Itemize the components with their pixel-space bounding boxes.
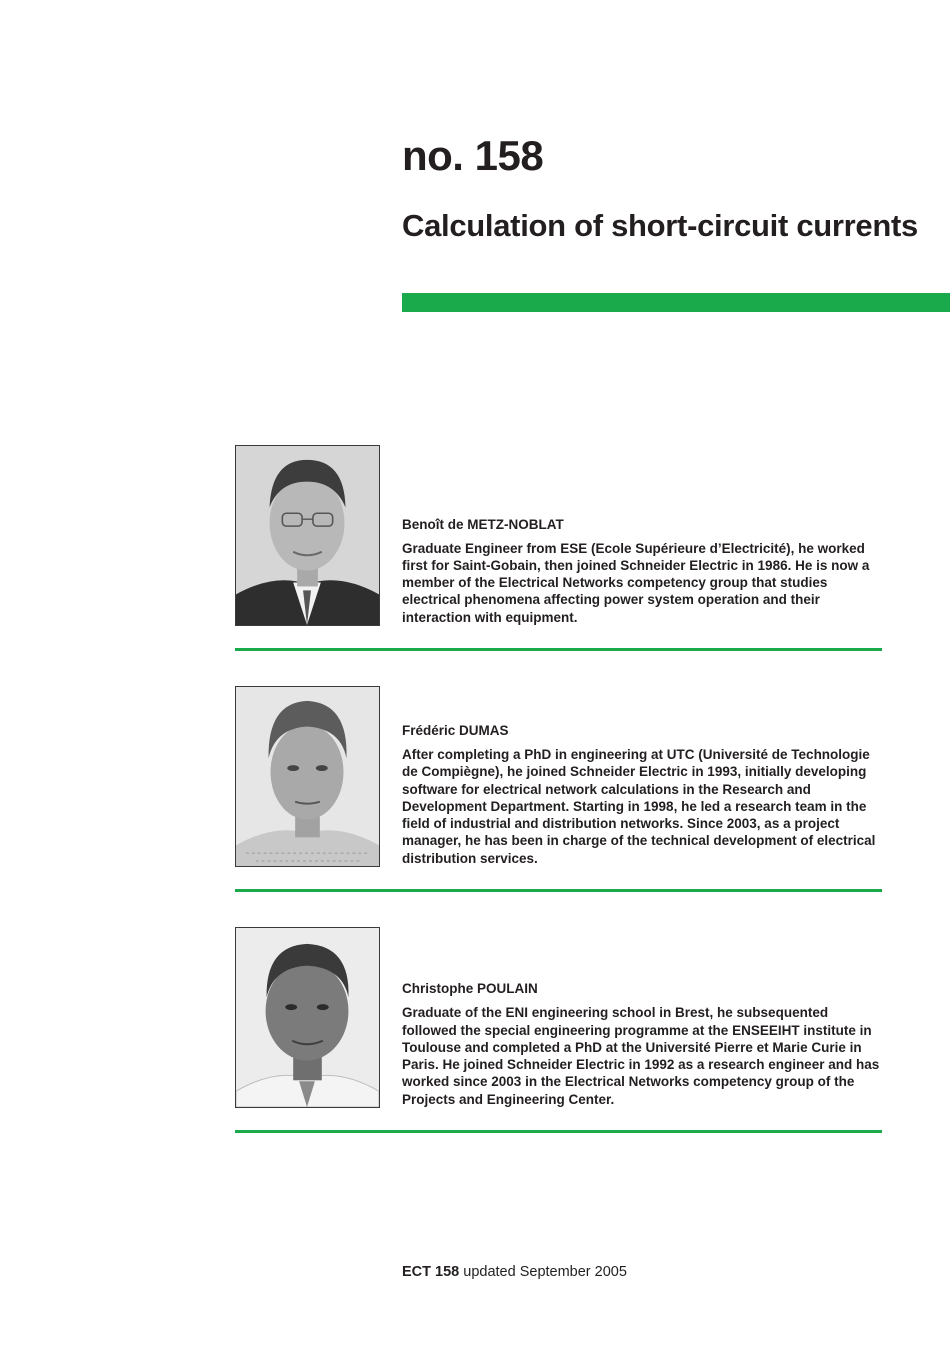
author-name: Frédéric DUMAS bbox=[402, 722, 509, 738]
document-number: no. 158 bbox=[402, 132, 544, 179]
document-footer bbox=[402, 1263, 627, 1281]
author-text bbox=[402, 980, 880, 1108]
author-photo bbox=[235, 686, 380, 867]
author-name: Benoît de METZ-NOBLAT bbox=[402, 516, 564, 532]
author-photo bbox=[235, 445, 380, 626]
portrait-image bbox=[236, 928, 379, 1107]
section-divider bbox=[235, 889, 882, 892]
author-name: Christophe POULAIN bbox=[402, 981, 538, 997]
section-divider bbox=[235, 1130, 882, 1133]
author-block-metz-noblat bbox=[235, 445, 882, 651]
author-text bbox=[402, 722, 880, 867]
document-code: ECT 158 bbox=[402, 1264, 460, 1280]
author-block-poulain bbox=[235, 927, 882, 1133]
portrait-image bbox=[236, 446, 379, 625]
author-bio: Graduate Engineer from ESE (Ecole Supérieure d’Electricité), he worked first for Saint-Gobain, then joined Schneider Electric in 1986. He is now a member of the Electrical Networks competency group that studies electrical phenomena affecting power system operation and their interaction with equipment. bbox=[402, 540, 870, 625]
document-title: Calculation of short-circuit currents bbox=[402, 208, 918, 243]
author-bio: Graduate of the ENI engineering school in Brest, he subsequented followed the special engineering programme at the ENSEEIHT institute in Toulouse and completed a PhD at the Université Pierre et Marie Curie in Paris. He joined Schneider Electric in 1992 as a research engineer and has worked since 2003 in the Electrical Networks competency group of the Projects and Engineering Center. bbox=[402, 1005, 880, 1107]
section-divider bbox=[235, 648, 882, 651]
author-text bbox=[402, 516, 880, 626]
title-accent-bar bbox=[402, 293, 950, 312]
portrait-image bbox=[236, 687, 379, 866]
author-block-dumas bbox=[235, 686, 882, 892]
author-bio: After completing a PhD in engineering at UTC (Université de Technologie de Compiègne), he joined Schneider Electric in 1993, initially developing software for electrical network calculations in the Research and Development Department. Starting in 1998, he led a research team in the field of industrial and distribution networks. Since 2003, as a project manager, he has been in charge of the technical development of electrical distribution services. bbox=[402, 746, 876, 866]
author-photo bbox=[235, 927, 380, 1108]
update-note: updated September 2005 bbox=[459, 1264, 627, 1280]
